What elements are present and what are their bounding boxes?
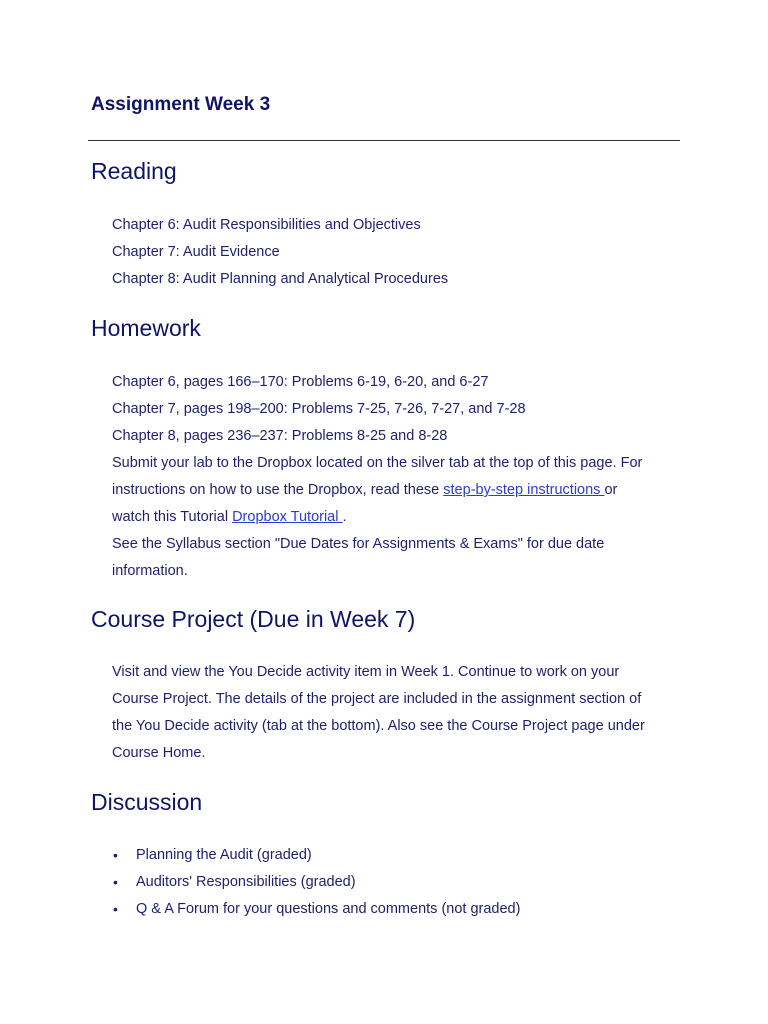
list-item xyxy=(112,869,520,896)
homework-item: Chapter 6, pages 166–170: Problems 6-19, 6-20, and 6-27 xyxy=(112,374,489,390)
discussion-item: Planning the Audit (graded) xyxy=(136,847,312,863)
discussion-item: Auditors' Responsibilities (graded) xyxy=(136,874,356,890)
submit-text-line xyxy=(112,477,642,504)
submit-text: or xyxy=(604,482,618,498)
list-item xyxy=(112,842,520,869)
syllabus-text-line: See the Syllabus section "Due Dates for Assignments & Exams" for due date xyxy=(112,536,605,552)
step-by-step-instructions-link[interactable]: step-by-step instructions xyxy=(443,482,605,498)
page-title: Assignment Week 3 xyxy=(91,94,271,115)
course-project-line: Visit and view the You Decide activity item in Week 1. Continue to work on your xyxy=(112,664,620,680)
course-project-heading: Course Project (Due in Week 7) xyxy=(91,606,416,632)
homework-heading: Homework xyxy=(91,315,201,341)
tutorial-text: . xyxy=(342,509,347,525)
title-divider xyxy=(88,140,680,141)
course-project-line: Course Project. The details of the project are included in the assignment section of xyxy=(112,691,642,707)
course-project-line: the You Decide activity (tab at the bottom). Also see the Course Project page under xyxy=(112,718,645,734)
reading-list xyxy=(112,212,448,293)
dropbox-tutorial-link[interactable]: Dropbox Tutorial xyxy=(232,509,343,525)
homework-list xyxy=(112,369,642,585)
bullet-icon: • xyxy=(113,847,118,863)
submit-text-line: Submit your lab to the Dropbox located on the silver tab at the top of this page. For xyxy=(112,455,643,471)
discussion-item: Q & A Forum for your questions and comments (not graded) xyxy=(136,901,521,917)
tutorial-text: watch this Tutorial xyxy=(112,509,233,525)
course-project-line: Course Home. xyxy=(112,745,206,761)
course-project-text xyxy=(112,659,645,767)
homework-item: Chapter 7, pages 198–200: Problems 7-25, 7-26, 7-27, and 7-28 xyxy=(112,401,526,417)
reading-heading: Reading xyxy=(91,158,177,184)
discussion-list xyxy=(112,842,520,923)
syllabus-text-line: information. xyxy=(112,563,188,579)
list-item xyxy=(112,896,520,923)
reading-item: Chapter 8: Audit Planning and Analytical Procedures xyxy=(112,271,449,287)
homework-item: Chapter 8, pages 236–237: Problems 8-25 and 8-28 xyxy=(112,428,448,444)
bullet-icon: • xyxy=(113,901,118,917)
reading-item: Chapter 7: Audit Evidence xyxy=(112,244,280,260)
bullet-icon: • xyxy=(113,874,118,890)
reading-item: Chapter 6: Audit Responsibilities and Objectives xyxy=(112,217,421,233)
discussion-heading: Discussion xyxy=(91,789,203,815)
tutorial-text-line xyxy=(112,504,642,531)
submit-text: instructions on how to use the Dropbox, read these xyxy=(112,482,444,498)
